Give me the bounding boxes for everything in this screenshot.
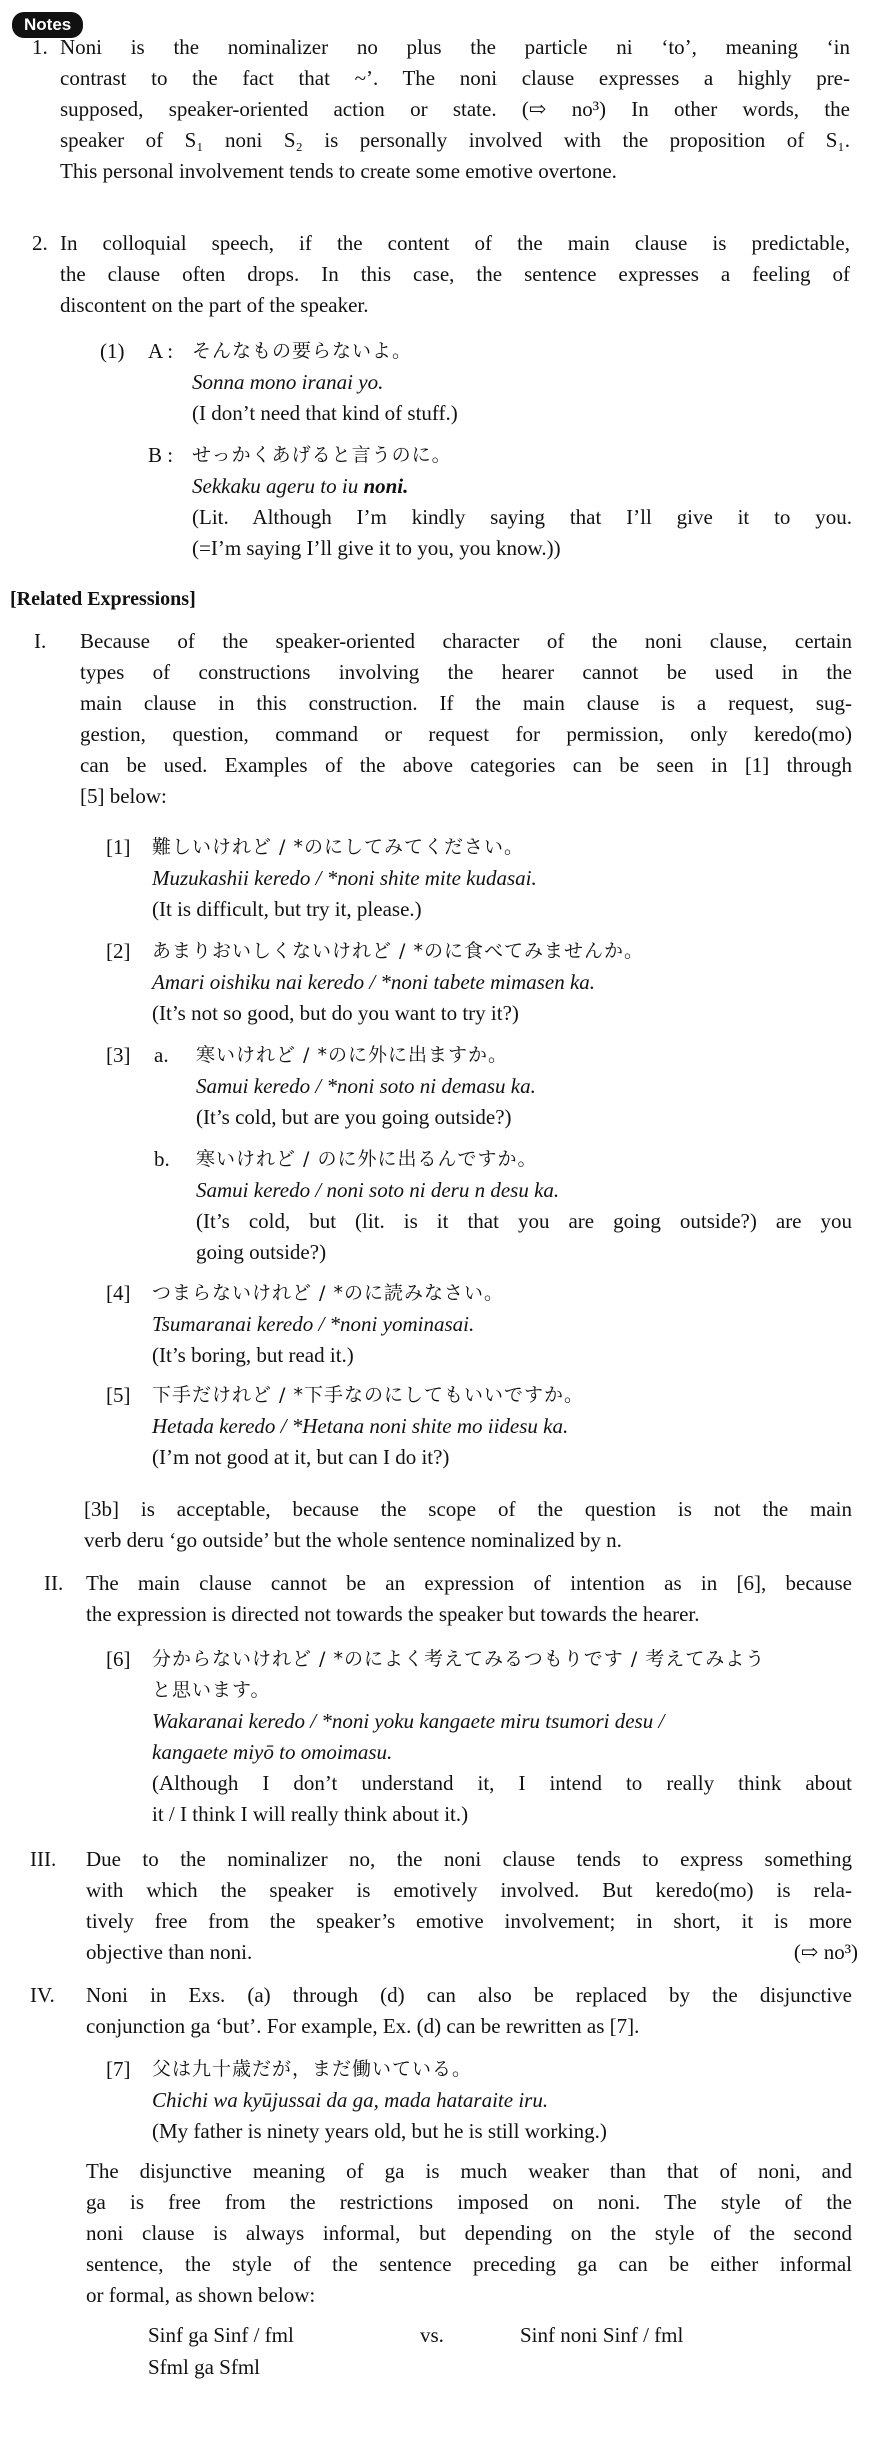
section-III-number: III.	[30, 1847, 57, 1871]
example-7-japanese: 父は九十歳だが，まだ働いている。	[152, 2058, 473, 2080]
speaker-b-english: (Lit. Although I’m kindly saying that I’ll give it to you.	[192, 505, 852, 529]
example-4-romaji: Tsumaranai keredo / *noni yominasai.	[152, 1312, 475, 1336]
section-III-line: Due to the nominalizer no, the noni clause tends to express something	[86, 1847, 852, 1871]
section-II-number: II.	[44, 1571, 64, 1595]
example-2-english: (It’s not so good, but do you want to try it?)	[152, 1001, 519, 1025]
noni-bold: noni.	[363, 474, 409, 498]
example-1-romaji: Muzukashii keredo / *noni shite mite kudasai.	[152, 866, 537, 890]
section-I-line: types of constructions involving the hearer cannot be used in the	[80, 660, 852, 684]
example-3a-japanese: 寒いけれど / *のに外に出ますか。	[196, 1044, 508, 1066]
notes-label: Notes	[12, 12, 83, 38]
final-paragraph-line: The disjunctive meaning of ga is much weaker than that of noni, and	[86, 2159, 852, 2183]
section-I-line: Because of the speaker-oriented character of the noni clause, certain	[80, 629, 852, 653]
final-paragraph-line: or formal, as shown below:	[86, 2283, 316, 2307]
formula-left-1: Sinf ga Sinf / fml	[148, 2323, 294, 2347]
example-7	[152, 2054, 852, 2147]
note-2-line: In colloquial speech, if the content of the main clause is predictable,	[60, 231, 850, 255]
final-paragraph-line: sentence, the style of the sentence preceding ga can be either informal	[86, 2252, 852, 2276]
example-6-number: [6]	[106, 1647, 131, 1671]
note-2-text	[60, 228, 850, 321]
example-5-number: [5]	[106, 1383, 131, 1407]
section-I-line: can be used. Examples of the above categories can be seen in [1] through	[80, 753, 852, 777]
speaker-b-romaji-text: Sekkaku ageru to iu	[192, 474, 364, 498]
section-I-text	[80, 626, 852, 812]
section-IV-text	[86, 1980, 852, 2042]
example-4-english: (It’s boring, but read it.)	[152, 1343, 354, 1367]
example-2-romaji: Amari oishiku nai keredo / *noni tabete mimasen ka.	[152, 970, 596, 994]
note-1-line: Noni is the nominalizer no plus the particle ni ‘to’, meaning ‘in	[60, 35, 850, 59]
section-IV-number: IV.	[30, 1983, 55, 2007]
example-6-romaji: kangaete miyō to omoimasu.	[152, 1740, 393, 1764]
note-3b	[84, 1494, 852, 1556]
note-2-line: the clause often drops. In this case, the sentence expresses a feeling of	[60, 262, 850, 286]
example-3b-english: going outside?)	[196, 1240, 327, 1264]
section-III-line: objective than noni.	[86, 1940, 253, 1964]
example-6	[152, 1644, 852, 1830]
section-IV-line: Noni in Exs. (a) through (d) can also be replaced by the disjunctive	[86, 1983, 852, 2007]
example-1-number: [1]	[106, 835, 131, 859]
section-I-line: [5] below:	[80, 784, 167, 808]
example-1-japanese: 難しいけれど / *のにしてみてください。	[152, 836, 524, 858]
section-I-line: main clause in this construction. If the main clause is a request, sug-	[80, 691, 852, 715]
dialogue-number: (1)	[100, 339, 125, 363]
example-3b-english: (It’s cold, but (lit. is it that you are going outside?) are you	[196, 1209, 852, 1233]
note-1-line: speaker of S₁ noni S₂ is personally involved with the proposition of S₁.	[60, 128, 850, 152]
section-II-line: The main clause cannot be an expression of intention as in [6], because	[86, 1571, 852, 1595]
example-3a	[196, 1040, 852, 1133]
speaker-a-label: A :	[148, 339, 174, 363]
speaker-a-english: (I don’t need that kind of stuff.)	[192, 401, 458, 425]
example-7-english: (My father is ninety years old, but he is still working.)	[152, 2119, 607, 2143]
example-5	[152, 1380, 852, 1473]
example-1-english: (It is difficult, but try it, please.)	[152, 897, 422, 921]
example-4-japanese: つまらないけれど / *のに読みなさい。	[152, 1282, 504, 1304]
example-2	[152, 936, 852, 1029]
note-1-line: This personal involvement tends to create some emotive overtone.	[60, 159, 617, 183]
speaker-a-block	[192, 336, 852, 429]
final-paragraph	[86, 2156, 852, 2311]
example-6-japanese: 分からないけれど / *のによく考えてみるつもりです / 考えてみよう	[152, 1648, 766, 1670]
example-2-japanese: あまりおいしくないけれど / *のに食べてみませんか。	[152, 940, 644, 962]
speaker-b-english: (=I’m saying I’ll give it to you, you know.))	[192, 536, 561, 560]
example-2-number: [2]	[106, 939, 131, 963]
section-II-line: the expression is directed not towards the speaker but towards the hearer.	[86, 1602, 700, 1626]
formula-left-2: Sfml ga Sfml	[148, 2355, 261, 2379]
note-2-line: discontent on the part of the speaker.	[60, 293, 369, 317]
note-3b-line: [3b] is acceptable, because the scope of the question is not the main	[84, 1497, 852, 1521]
speaker-a-romaji: Sonna mono iranai yo.	[192, 370, 384, 394]
note-3b-line: verb deru ‘go outside’ but the whole sentence nominalized by n.	[84, 1528, 622, 1552]
section-III-line: with which the speaker is emotively involved. But keredo(mo) is rela-	[86, 1878, 852, 1902]
final-paragraph-line: noni clause is always informal, but depending on the style of the second	[86, 2221, 852, 2245]
speaker-b-block	[192, 440, 852, 564]
speaker-a-japanese: そんなもの要らないよ。	[192, 340, 413, 362]
section-I-number: I.	[34, 629, 47, 653]
formula-vs: vs.	[420, 2323, 444, 2347]
section-III-text	[86, 1844, 852, 1968]
example-6-english: (Although I don’t understand it, I intend to really think about	[152, 1771, 852, 1795]
speaker-b-romaji	[192, 471, 852, 502]
note-1-number: 1.	[32, 35, 48, 59]
example-5-romaji: Hetada keredo / *Hetana noni shite mo iidesu ka.	[152, 1414, 569, 1438]
example-4-number: [4]	[106, 1281, 131, 1305]
example-6-japanese: と思います。	[152, 1679, 271, 1701]
speaker-b-japanese: せっかくあげると言うのに。	[192, 444, 452, 466]
related-expressions-heading: [Related Expressions]	[10, 588, 196, 610]
example-3b-label: b.	[154, 1147, 170, 1171]
speaker-b-label: B :	[148, 443, 174, 467]
example-3b-romaji: Samui keredo / noni soto ni deru n desu ka.	[196, 1178, 560, 1202]
cross-reference: (⇨ no³)	[793, 1940, 858, 1964]
example-7-number: [7]	[106, 2057, 131, 2081]
example-3a-english: (It’s cold, but are you going outside?)	[196, 1105, 512, 1129]
section-IV-line: conjunction ga ‘but’. For example, Ex. (d) can be rewritten as [7].	[86, 2014, 640, 2038]
example-3b-japanese: 寒いけれど / のに外に出るんですか。	[196, 1148, 538, 1170]
note-1-line: supposed, speaker-oriented action or state. (⇨ no³) In other words, the	[60, 97, 850, 121]
example-3-number: [3]	[106, 1043, 131, 1067]
final-paragraph-line: ga is free from the restrictions imposed on noni. The style of the	[86, 2190, 852, 2214]
note-1-text	[60, 32, 850, 187]
example-6-romaji: Wakaranai keredo / *noni yoku kangaete miru tsumori desu /	[152, 1709, 665, 1733]
formula-right-1: Sinf noni Sinf / fml	[520, 2323, 684, 2347]
example-5-japanese: 下手だけれど / *下手なのにしてもいいですか。	[152, 1384, 584, 1406]
section-II-text	[86, 1568, 852, 1630]
example-3a-romaji: Samui keredo / *noni soto ni demasu ka.	[196, 1074, 536, 1098]
example-4	[152, 1278, 852, 1371]
section-I-line: gestion, question, command or request for permission, only keredo(mo)	[80, 722, 852, 746]
section-III-line: tively free from the speaker’s emotive involvement; in short, it is more	[86, 1909, 852, 1933]
example-3b	[196, 1144, 852, 1268]
note-1-line: contrast to the fact that ~’. The noni clause expresses a highly pre-	[60, 66, 850, 90]
example-6-english: it / I think I will really think about it.)	[152, 1802, 469, 1826]
example-3a-label: a.	[154, 1043, 169, 1067]
example-7-romaji: Chichi wa kyūjussai da ga, mada hataraite iru.	[152, 2088, 549, 2112]
example-5-english: (I’m not good at it, but can I do it?)	[152, 1445, 450, 1469]
note-2-number: 2.	[32, 231, 48, 255]
example-1	[152, 832, 852, 925]
